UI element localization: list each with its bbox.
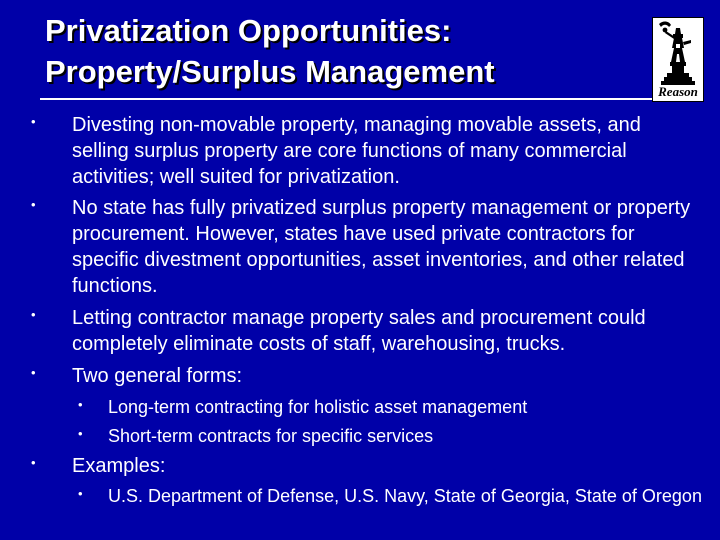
bullet-marker: • xyxy=(78,426,83,441)
title-line-2: Property/Surplus Management xyxy=(45,54,495,89)
title-line-1: Privatization Opportunities: xyxy=(45,13,452,48)
bullet-marker: • xyxy=(31,455,36,470)
reason-logo xyxy=(652,17,704,102)
bullet-text: Two general forms: xyxy=(72,365,243,387)
bullet-marker: • xyxy=(31,307,36,322)
bullet-marker: • xyxy=(31,365,36,380)
slide-title xyxy=(45,10,495,92)
bullet-text: Examples: xyxy=(72,455,166,477)
bullet-marker: • xyxy=(31,114,36,129)
bullet-marker: • xyxy=(78,397,83,412)
bullet-marker: • xyxy=(78,486,83,501)
bullet-text: Divesting non-movable property, managing movable assets, and selling surplus property are core functions of many commercial activities; well suited for privatization. xyxy=(72,114,641,188)
bullet-text: Long-term contracting for holistic asset management xyxy=(108,397,528,417)
bullet-text: U.S. Department of Defense, U.S. Navy, State of Georgia, State of Oregon xyxy=(108,486,702,506)
bullet-text: Letting contractor manage property sales and procurement could completely eliminate costs of staff, warehousing, trucks. xyxy=(72,307,646,355)
bullet-text: No state has fully privatized surplus property management or property procurement. However, states have used private contractors for specific divestment opportunities, asset inventories, and other related functions. xyxy=(72,197,691,297)
bullet-text: Short-term contracts for specific services xyxy=(108,426,434,446)
statue-icon xyxy=(653,18,703,86)
bullet-marker: • xyxy=(31,197,36,212)
logo-text: Reason xyxy=(658,84,698,99)
title-divider xyxy=(40,98,696,100)
